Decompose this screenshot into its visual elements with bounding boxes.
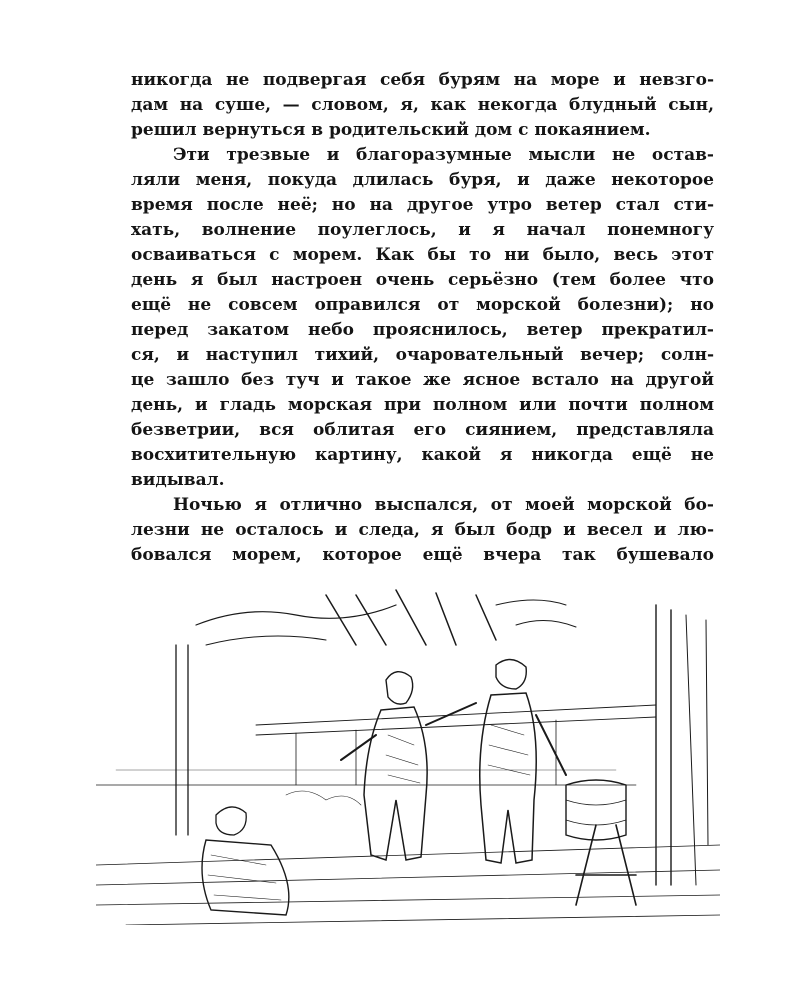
text-line: ся, и наступил тихий, очаровательный вечер; солн- xyxy=(131,345,714,365)
text-line: Ночью я отлично выспался, от моей морской бо- xyxy=(173,495,714,515)
text-line: время после неё; но на другое утро ветер стал сти- xyxy=(131,195,714,215)
text-line: решил вернуться в родительский дом с покаянием. xyxy=(131,120,651,140)
text-line: ещё не совсем оправился от морской болезни); но xyxy=(131,295,714,315)
text-line: безветрии, вся облитая его сиянием, представляла xyxy=(131,420,714,440)
ship-deck-illustration xyxy=(96,585,720,925)
text-line: хать, волнение поулеглось, и я начал понемногу xyxy=(131,220,714,240)
text-line: видывал. xyxy=(131,470,225,490)
text-line: никогда не подвергая себя бурям на море и невзго- xyxy=(131,70,714,90)
text-line: бовался морем, которое ещё вчера так бушевало xyxy=(131,545,714,565)
text-line: восхитительную картину, какой я никогда ещё не xyxy=(131,445,714,465)
text-line: перед закатом небо прояснилось, ветер прекратил- xyxy=(131,320,714,340)
text-line: день, и гладь морская при полном или почти полном xyxy=(131,395,714,415)
text-line: Эти трезвые и благоразумные мысли не остав- xyxy=(173,145,714,165)
text-line: осваиваться с морем. Как бы то ни было, весь этот xyxy=(131,245,714,265)
text-line: лезни не осталось и следа, я был бодр и весел и лю- xyxy=(131,520,714,540)
text-line: це зашло без туч и такое же ясное встало на другой xyxy=(131,370,714,390)
ship-deck-engraving-icon xyxy=(96,585,720,925)
text-line: ляли меня, покуда длилась буря, и даже некоторое xyxy=(131,170,714,190)
page-text xyxy=(131,68,714,568)
text-line: день я был настроен очень серьёзно (тем более что xyxy=(131,270,714,290)
text-line: дам на суше, — словом, я, как некогда блудный сын, xyxy=(131,95,714,115)
